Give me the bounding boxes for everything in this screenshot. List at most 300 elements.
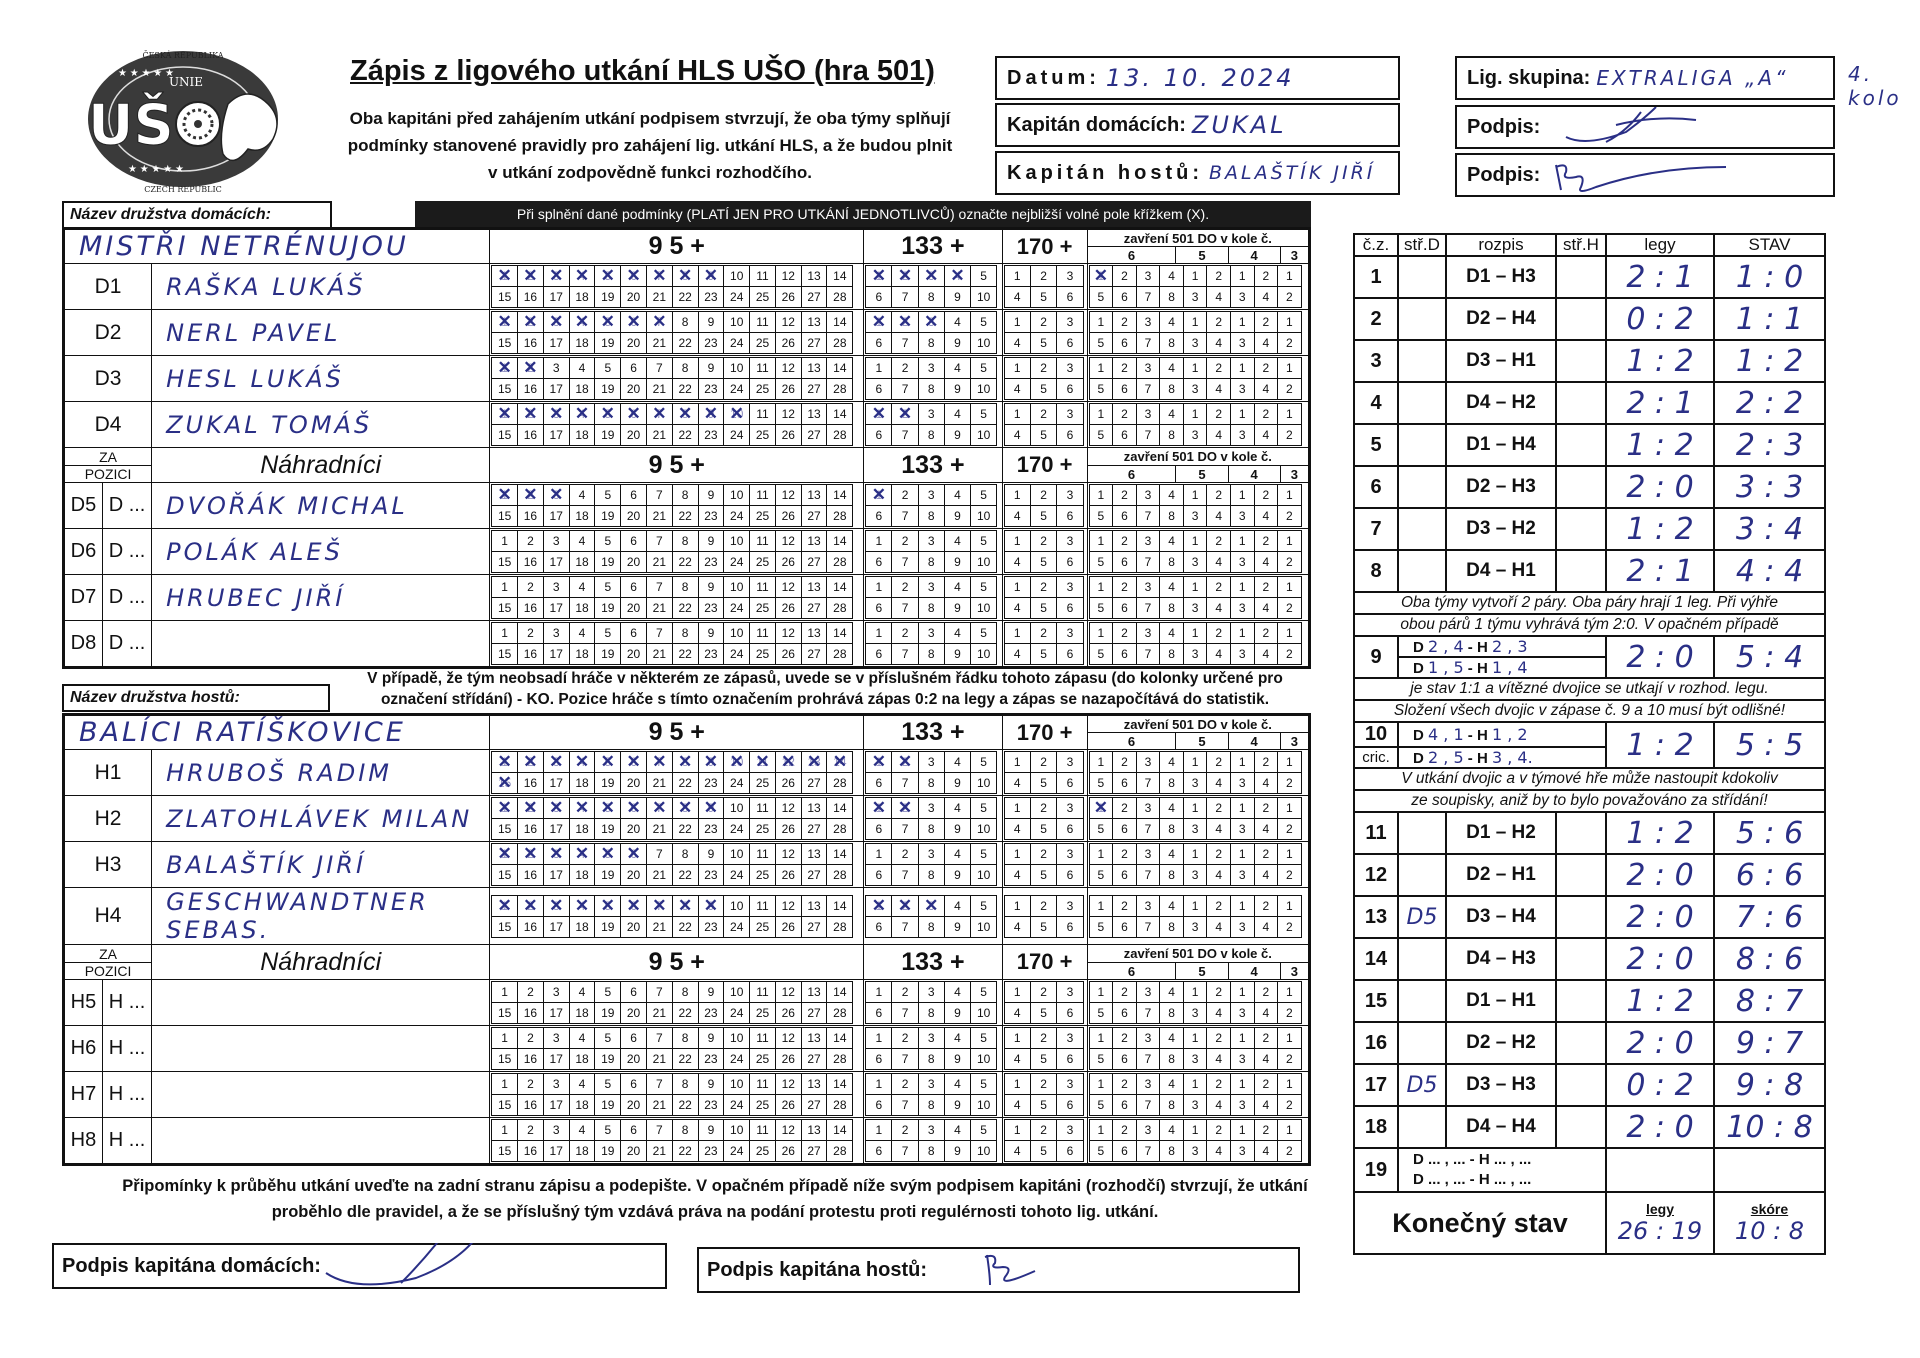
- score-box[interactable]: 14: [827, 623, 852, 643]
- score-box[interactable]: 24: [724, 1003, 749, 1023]
- score-box[interactable]: 9 ✕: [699, 266, 724, 286]
- score-box[interactable]: 18: [570, 598, 595, 618]
- score-box[interactable]: 7: [1137, 1049, 1160, 1069]
- score-box[interactable]: 4: [1160, 982, 1183, 1002]
- score-box[interactable]: 15: [492, 552, 517, 572]
- score-box[interactable]: 15: [492, 865, 517, 885]
- score-box[interactable]: 1: [492, 1028, 517, 1048]
- score-box[interactable]: 12: [776, 798, 801, 818]
- score-box[interactable]: 18: [570, 1141, 595, 1161]
- score-box[interactable]: 12: [776, 531, 801, 551]
- score-box[interactable]: 12: [776, 1074, 801, 1094]
- score-box[interactable]: 21: [647, 552, 672, 572]
- score-box[interactable]: 7: [647, 1120, 672, 1140]
- score-box[interactable]: 4: [1160, 844, 1183, 864]
- score-box[interactable]: 4: [1255, 425, 1278, 445]
- score-box[interactable]: 3: [1231, 773, 1254, 793]
- score-box[interactable]: 18: [570, 1095, 595, 1115]
- score-box[interactable]: 14: [827, 896, 852, 916]
- pair-line-1[interactable]: D 4 , 1 - H 1 , 2: [1398, 722, 1606, 747]
- score-box[interactable]: 4: [1207, 333, 1230, 353]
- score-box[interactable]: 25: [750, 917, 775, 937]
- score-box[interactable]: 3: [544, 531, 569, 551]
- score-box[interactable]: 3: [1184, 506, 1207, 526]
- score-box[interactable]: 13: [802, 982, 827, 1002]
- score-box[interactable]: 6: [1113, 379, 1136, 399]
- score-box[interactable]: 1 ✕: [866, 312, 891, 332]
- score-box[interactable]: 15: [492, 379, 517, 399]
- score-box[interactable]: 23: [699, 379, 724, 399]
- match-legs[interactable]: 0 : 2: [1606, 298, 1714, 340]
- score-box[interactable]: 10: [971, 865, 996, 885]
- score-box[interactable]: 5 ✕: [595, 844, 620, 864]
- score-box[interactable]: 1: [1278, 752, 1301, 772]
- score-box[interactable]: 22: [673, 552, 698, 572]
- score-box[interactable]: 5: [1090, 552, 1113, 572]
- score-box[interactable]: 4: [1005, 287, 1030, 307]
- score-box[interactable]: 3: [1057, 1074, 1082, 1094]
- score-box[interactable]: 1 ✕: [492, 312, 517, 332]
- score-box[interactable]: 3: [919, 404, 944, 424]
- match-score[interactable]: 1 : 0: [1714, 256, 1825, 298]
- score-box[interactable]: 9: [945, 425, 970, 445]
- score-box[interactable]: 3: [1137, 752, 1160, 772]
- score-box[interactable]: 4 ✕: [570, 896, 595, 916]
- score-box[interactable]: 9: [945, 644, 970, 664]
- score-box[interactable]: 16: [518, 644, 543, 664]
- sub-home[interactable]: [1398, 1022, 1446, 1064]
- score-box[interactable]: 4: [1005, 506, 1030, 526]
- score-box[interactable]: 2: [518, 623, 543, 643]
- score-box[interactable]: 1: [1005, 531, 1030, 551]
- replaces-position[interactable]: H ...: [102, 1026, 151, 1072]
- score-box[interactable]: 10: [971, 917, 996, 937]
- score-box[interactable]: 2: [1031, 1074, 1056, 1094]
- score-box[interactable]: 2: [892, 1120, 917, 1140]
- score-box[interactable]: 8: [919, 287, 944, 307]
- score-box[interactable]: 11: [750, 982, 775, 1002]
- score-box[interactable]: 26: [776, 644, 801, 664]
- score-box[interactable]: 16: [518, 379, 543, 399]
- score-box[interactable]: 10 ✕: [724, 404, 749, 424]
- score-box[interactable]: 26: [776, 333, 801, 353]
- match-score[interactable]: 6 : 6: [1714, 854, 1825, 896]
- score-box[interactable]: 4 ✕: [570, 844, 595, 864]
- score-box[interactable]: 7: [892, 506, 917, 526]
- score-box[interactable]: 7: [647, 623, 672, 643]
- player-name[interactable]: BALAŠTÍK JIŘÍ: [152, 842, 490, 888]
- score-box[interactable]: 21: [647, 1141, 672, 1161]
- score-box[interactable]: 19: [595, 425, 620, 445]
- score-box[interactable]: 8: [1160, 1141, 1183, 1161]
- score-box[interactable]: 4: [1207, 1049, 1230, 1069]
- score-box[interactable]: 8: [1160, 1095, 1183, 1115]
- score-box[interactable]: 4: [945, 404, 970, 424]
- score-box[interactable]: 4: [1005, 773, 1030, 793]
- score-box[interactable]: 18: [570, 865, 595, 885]
- score-box[interactable]: 6: [1113, 287, 1136, 307]
- score-box[interactable]: 5: [595, 623, 620, 643]
- score-box[interactable]: 5: [1090, 598, 1113, 618]
- score-box[interactable]: 16: [518, 333, 543, 353]
- score-box[interactable]: 6: [1057, 287, 1082, 307]
- score-box[interactable]: 9: [699, 577, 724, 597]
- score-box[interactable]: 4: [1005, 425, 1030, 445]
- score-box[interactable]: 1 ✕: [1090, 266, 1113, 286]
- score-box[interactable]: 8 ✕: [673, 896, 698, 916]
- score-box[interactable]: 6: [1057, 1095, 1082, 1115]
- score-box[interactable]: 15: [492, 1003, 517, 1023]
- sub-guest[interactable]: [1556, 424, 1606, 466]
- player-name[interactable]: [152, 980, 490, 1026]
- score-box[interactable]: 7: [892, 644, 917, 664]
- score-box[interactable]: 1: [1184, 752, 1207, 772]
- score-box[interactable]: 7: [647, 1028, 672, 1048]
- score-box[interactable]: 3: [919, 1120, 944, 1140]
- match-legs[interactable]: 2 : 0: [1606, 1106, 1714, 1148]
- sub-guest[interactable]: [1556, 466, 1606, 508]
- score-box[interactable]: 2: [892, 844, 917, 864]
- score-box[interactable]: 4: [1255, 644, 1278, 664]
- score-box[interactable]: 20: [621, 917, 646, 937]
- match-score[interactable]: 9 : 8: [1714, 1064, 1825, 1106]
- pair-lines[interactable]: [1398, 1148, 1606, 1192]
- sub-home[interactable]: [1398, 382, 1446, 424]
- score-box[interactable]: 18: [570, 1003, 595, 1023]
- score-box[interactable]: 3: [1057, 531, 1082, 551]
- score-box[interactable]: 2: [892, 1028, 917, 1048]
- score-box[interactable]: 17: [544, 1003, 569, 1023]
- score-box[interactable]: 13 ✕: [802, 752, 827, 772]
- score-box[interactable]: 4: [1255, 287, 1278, 307]
- score-box[interactable]: 6: [1057, 333, 1082, 353]
- score-box[interactable]: 26: [776, 1095, 801, 1115]
- score-box[interactable]: 2 ✕: [892, 798, 917, 818]
- player-name[interactable]: HESL LUKÁŠ: [152, 356, 490, 402]
- date-field[interactable]: [995, 56, 1400, 100]
- score-box[interactable]: 2: [1207, 798, 1230, 818]
- score-box[interactable]: 7: [1137, 917, 1160, 937]
- score-box[interactable]: 2: [1255, 404, 1278, 424]
- score-box[interactable]: 4 ✕: [570, 312, 595, 332]
- score-box[interactable]: 16: [518, 773, 543, 793]
- score-box[interactable]: 3: [1231, 287, 1254, 307]
- score-box[interactable]: 13: [802, 623, 827, 643]
- score-box[interactable]: 3: [1184, 552, 1207, 572]
- score-box[interactable]: 26: [776, 552, 801, 572]
- score-box[interactable]: 19: [595, 506, 620, 526]
- score-box[interactable]: 26: [776, 598, 801, 618]
- sub-home[interactable]: [1398, 424, 1446, 466]
- player-name[interactable]: POLÁK ALEŠ: [152, 529, 490, 575]
- score-box[interactable]: 21: [647, 1003, 672, 1023]
- score-box[interactable]: 2 ✕: [518, 896, 543, 916]
- score-box[interactable]: 6: [866, 379, 891, 399]
- score-box[interactable]: 2: [1207, 577, 1230, 597]
- score-box[interactable]: 3: [1231, 506, 1254, 526]
- score-box[interactable]: 26: [776, 773, 801, 793]
- score-box[interactable]: 10: [971, 552, 996, 572]
- score-box[interactable]: 9 ✕: [699, 752, 724, 772]
- score-box[interactable]: 1: [1231, 982, 1254, 1002]
- score-box[interactable]: 25: [750, 598, 775, 618]
- score-box[interactable]: 1 ✕: [492, 266, 517, 286]
- score-box[interactable]: 17: [544, 287, 569, 307]
- score-box[interactable]: 4: [1160, 752, 1183, 772]
- score-box[interactable]: 10: [971, 644, 996, 664]
- score-box[interactable]: 4: [1005, 552, 1030, 572]
- score-box[interactable]: 24: [724, 425, 749, 445]
- score-box[interactable]: 9: [945, 1095, 970, 1115]
- score-box[interactable]: 4: [1160, 404, 1183, 424]
- score-box[interactable]: 7: [647, 358, 672, 378]
- score-box[interactable]: 4: [1160, 1028, 1183, 1048]
- sub-home[interactable]: [1398, 812, 1446, 854]
- score-box[interactable]: 4 ✕: [570, 798, 595, 818]
- score-box[interactable]: 23: [699, 506, 724, 526]
- player-name[interactable]: [152, 1118, 490, 1165]
- score-box[interactable]: 22: [673, 1095, 698, 1115]
- score-box[interactable]: 7: [892, 598, 917, 618]
- score-box[interactable]: 13: [802, 358, 827, 378]
- score-box[interactable]: 8: [919, 917, 944, 937]
- score-box[interactable]: 3: [919, 1028, 944, 1048]
- score-box[interactable]: 1: [1184, 844, 1207, 864]
- score-box[interactable]: 2: [518, 982, 543, 1002]
- score-box[interactable]: 24: [724, 552, 749, 572]
- score-box[interactable]: 3: [1184, 819, 1207, 839]
- score-box[interactable]: 7 ✕: [647, 312, 672, 332]
- score-box[interactable]: 8: [673, 1074, 698, 1094]
- score-box[interactable]: 25: [750, 1003, 775, 1023]
- match-score[interactable]: 9 : 7: [1714, 1022, 1825, 1064]
- score-box[interactable]: 23: [699, 644, 724, 664]
- score-box[interactable]: 23: [699, 1003, 724, 1023]
- guest-team-name[interactable]: BALÍCI RATÍŠKOVICE: [64, 715, 490, 750]
- score-box[interactable]: 1: [1005, 485, 1030, 505]
- score-box[interactable]: 5: [971, 798, 996, 818]
- score-box[interactable]: 8: [673, 623, 698, 643]
- score-box[interactable]: 7 ✕: [647, 798, 672, 818]
- score-box[interactable]: 7: [892, 379, 917, 399]
- score-box[interactable]: 10: [971, 1095, 996, 1115]
- score-box[interactable]: 15: [492, 819, 517, 839]
- score-box[interactable]: 5: [1090, 425, 1113, 445]
- match-legs[interactable]: 2 : 0: [1606, 636, 1714, 678]
- score-box[interactable]: 19: [595, 1049, 620, 1069]
- score-box[interactable]: 5: [971, 266, 996, 286]
- score-box[interactable]: 10: [971, 425, 996, 445]
- score-box[interactable]: 26: [776, 917, 801, 937]
- score-box[interactable]: 23: [699, 287, 724, 307]
- sub-home[interactable]: [1398, 256, 1446, 298]
- score-box[interactable]: 6: [866, 1141, 891, 1161]
- score-box[interactable]: 5: [595, 577, 620, 597]
- score-box[interactable]: 12: [776, 982, 801, 1002]
- score-box[interactable]: 10: [724, 1074, 749, 1094]
- match-legs[interactable]: 2 : 0: [1606, 1022, 1714, 1064]
- score-box[interactable]: 4: [945, 485, 970, 505]
- score-box[interactable]: 4: [1207, 865, 1230, 885]
- score-box[interactable]: 3 ✕: [919, 266, 944, 286]
- score-box[interactable]: 3: [1137, 312, 1160, 332]
- score-box[interactable]: 1: [1278, 312, 1301, 332]
- score-box[interactable]: 4: [1005, 1141, 1030, 1161]
- score-box[interactable]: 1 ✕: [492, 358, 517, 378]
- score-box[interactable]: 14: [827, 266, 852, 286]
- score-box[interactable]: 22: [673, 917, 698, 937]
- score-box[interactable]: 11: [750, 1074, 775, 1094]
- score-box[interactable]: 22: [673, 598, 698, 618]
- score-box[interactable]: 2 ✕: [892, 896, 917, 916]
- score-box[interactable]: 8: [919, 1003, 944, 1023]
- score-box[interactable]: 2: [1031, 577, 1056, 597]
- score-box[interactable]: 3: [544, 1074, 569, 1094]
- score-box[interactable]: 1: [866, 623, 891, 643]
- final-score-cell[interactable]: [1714, 1192, 1825, 1254]
- score-box[interactable]: 3 ✕: [544, 798, 569, 818]
- score-box[interactable]: 6: [866, 333, 891, 353]
- score-box[interactable]: 2: [892, 485, 917, 505]
- score-box[interactable]: 10: [724, 798, 749, 818]
- score-box[interactable]: 2: [1255, 531, 1278, 551]
- score-box[interactable]: 2 ✕: [892, 404, 917, 424]
- score-box[interactable]: 6: [1057, 1049, 1082, 1069]
- score-box[interactable]: 1: [1090, 1120, 1113, 1140]
- score-box[interactable]: 19: [595, 1095, 620, 1115]
- score-box[interactable]: 26: [776, 1141, 801, 1161]
- score-box[interactable]: 1 ✕: [492, 752, 517, 772]
- score-box[interactable]: 9: [945, 865, 970, 885]
- score-box[interactable]: 2: [1278, 773, 1301, 793]
- score-box[interactable]: 25: [750, 865, 775, 885]
- score-box[interactable]: 15: [492, 333, 517, 353]
- score-box[interactable]: 5: [971, 404, 996, 424]
- sub-guest[interactable]: [1556, 1106, 1606, 1148]
- score-box[interactable]: 8: [1160, 425, 1183, 445]
- score-box[interactable]: 7: [892, 865, 917, 885]
- score-box[interactable]: 1: [492, 531, 517, 551]
- score-box[interactable]: 7: [647, 485, 672, 505]
- score-box[interactable]: 1: [492, 577, 517, 597]
- score-box[interactable]: 10: [724, 1120, 749, 1140]
- score-box[interactable]: 9: [945, 773, 970, 793]
- score-box[interactable]: 5: [595, 1120, 620, 1140]
- score-box[interactable]: 23: [699, 917, 724, 937]
- score-box[interactable]: 2 ✕: [518, 844, 543, 864]
- score-box[interactable]: 6: [866, 917, 891, 937]
- score-box[interactable]: 3: [919, 752, 944, 772]
- score-box[interactable]: 2: [1113, 982, 1136, 1002]
- score-box[interactable]: 14: [827, 404, 852, 424]
- score-box[interactable]: 20: [621, 773, 646, 793]
- score-box[interactable]: 4: [1207, 552, 1230, 572]
- score-box[interactable]: 12: [776, 404, 801, 424]
- score-box[interactable]: 4: [1160, 1120, 1183, 1140]
- score-box[interactable]: 1: [1231, 266, 1254, 286]
- score-box[interactable]: 2: [1255, 266, 1278, 286]
- score-box[interactable]: 4: [1255, 333, 1278, 353]
- score-box[interactable]: 2: [1031, 982, 1056, 1002]
- score-box[interactable]: 21: [647, 865, 672, 885]
- score-box[interactable]: 2 ✕: [518, 798, 543, 818]
- score-box[interactable]: 1: [1184, 531, 1207, 551]
- score-box[interactable]: 3: [544, 623, 569, 643]
- score-box[interactable]: 8: [1160, 865, 1183, 885]
- match-score[interactable]: 5 : 6: [1714, 812, 1825, 854]
- score-box[interactable]: 8: [1160, 773, 1183, 793]
- score-box[interactable]: 24: [724, 917, 749, 937]
- score-box[interactable]: 17: [544, 917, 569, 937]
- score-box[interactable]: 11: [750, 1120, 775, 1140]
- pair-line-2[interactable]: D 1 , 5 - H 1 , 4: [1398, 657, 1606, 678]
- score-box[interactable]: 3: [1231, 1141, 1254, 1161]
- score-box[interactable]: 2: [1255, 896, 1278, 916]
- score-box[interactable]: 1: [492, 982, 517, 1002]
- score-box[interactable]: 3: [544, 982, 569, 1002]
- score-box[interactable]: 4: [945, 312, 970, 332]
- score-box[interactable]: 21: [647, 644, 672, 664]
- score-box[interactable]: 5: [595, 982, 620, 1002]
- score-box[interactable]: 1: [1184, 577, 1207, 597]
- score-box[interactable]: 6: [621, 1074, 646, 1094]
- score-box[interactable]: 17: [544, 865, 569, 885]
- player-name[interactable]: ZUKAL TOMÁŠ: [152, 402, 490, 448]
- score-box[interactable]: 7: [647, 1074, 672, 1094]
- score-box[interactable]: 3: [1137, 404, 1160, 424]
- score-box[interactable]: 5: [971, 1120, 996, 1140]
- score-box[interactable]: 13: [802, 844, 827, 864]
- score-box[interactable]: 20: [621, 287, 646, 307]
- score-box[interactable]: 2: [1278, 425, 1301, 445]
- sub-guest[interactable]: [1556, 812, 1606, 854]
- score-box[interactable]: 8 ✕: [673, 798, 698, 818]
- score-box[interactable]: 2 ✕: [518, 358, 543, 378]
- score-box[interactable]: 6: [1113, 333, 1136, 353]
- sub-guest[interactable]: [1556, 508, 1606, 550]
- score-box[interactable]: 16: [518, 425, 543, 445]
- score-box[interactable]: 19: [595, 598, 620, 618]
- score-box[interactable]: 1: [1231, 577, 1254, 597]
- score-box[interactable]: 6: [1113, 552, 1136, 572]
- score-box[interactable]: 13: [802, 312, 827, 332]
- match-legs[interactable]: 1 : 2: [1606, 340, 1714, 382]
- score-box[interactable]: 5: [1031, 598, 1056, 618]
- score-box[interactable]: 4: [1255, 1003, 1278, 1023]
- score-box[interactable]: 6: [866, 644, 891, 664]
- score-box[interactable]: 8: [1160, 598, 1183, 618]
- score-box[interactable]: 4: [945, 623, 970, 643]
- score-box[interactable]: 2: [1031, 752, 1056, 772]
- score-box[interactable]: 4: [1005, 1095, 1030, 1115]
- score-box[interactable]: 15: [492, 1141, 517, 1161]
- score-box[interactable]: 19: [595, 865, 620, 885]
- score-box[interactable]: 4 ✕: [570, 266, 595, 286]
- score-box[interactable]: 3 ✕: [544, 404, 569, 424]
- score-box[interactable]: 12: [776, 485, 801, 505]
- score-box[interactable]: 8: [919, 552, 944, 572]
- score-box[interactable]: 2: [1207, 1028, 1230, 1048]
- score-box[interactable]: 5: [971, 1028, 996, 1048]
- score-box[interactable]: 7: [1137, 333, 1160, 353]
- score-box[interactable]: 27: [802, 425, 827, 445]
- score-box[interactable]: 1: [1184, 404, 1207, 424]
- score-box[interactable]: 22: [673, 865, 698, 885]
- score-box[interactable]: 3: [1184, 379, 1207, 399]
- score-box[interactable]: 17: [544, 1141, 569, 1161]
- score-box[interactable]: 3: [1137, 485, 1160, 505]
- score-box[interactable]: 7: [892, 917, 917, 937]
